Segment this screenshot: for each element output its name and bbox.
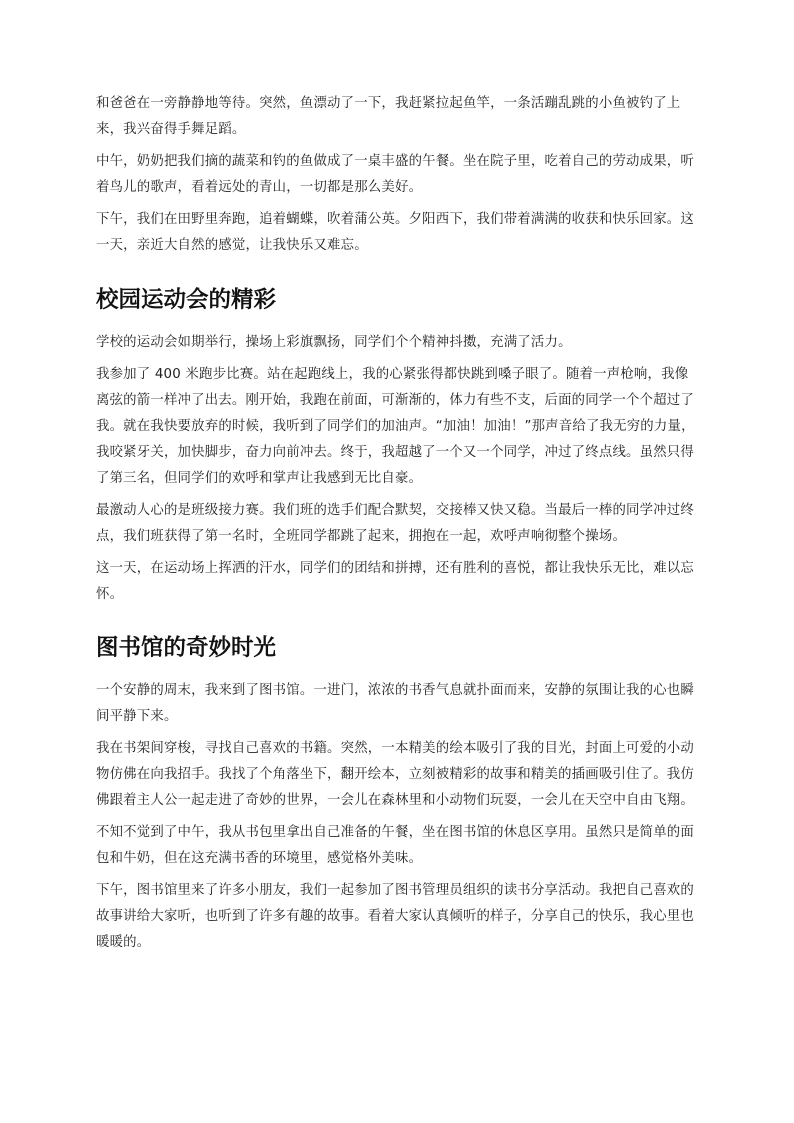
document-page	[96, 91, 700, 962]
paragraph: 和爸爸在一旁静静地等待。突然，鱼漂动了一下，我赶紧拉起鱼竿，一条活蹦乱跳的小鱼被钓了上来，我兴奋得手舞足蹈。	[96, 96, 681, 137]
paragraph: 我参加了 400 米跑步比赛。站在起跑线上，我的心紧张得都快跳到嗓子眼了。随着一声枪响，我像离弦的箭一样冲了出去。刚开始，我跑在前面，可渐渐的，体力有些不支，后面的同学一个个超过了我。就在我快要放弃的时候，我听到了同学们的加油声。“加油！加油！”那声音给了我无穷的力量，我咬紧牙关，加快脚步，奋力向前冲去。终于，我超越了一个又一个同学，冲过了终点线。虽然只得了第三名，但同学们的欢呼和掌声让我感到无比自豪。	[96, 367, 695, 486]
paragraph: 最激动人心的是班级接力赛。我们班的选手们配合默契，交接棒又快又稳。当最后一棒的同学冲过终点，我们班获得了第一名时，全班同学都跳了起来，拥抱在一起，欢呼声响彻整个操场。	[96, 503, 694, 544]
paragraph: 下午，我们在田野里奔跑，追着蝴蝶，吹着蒲公英。夕阳西下，我们带着满满的收获和快乐回家。这一天，亲近大自然的感觉，让我快乐又难忘。	[96, 212, 694, 253]
paragraph: 学校的运动会如期举行，操场上彩旗飘扬，同学们个个精神抖擞，充满了活力。	[96, 335, 572, 350]
section-heading-sports-day: 校园运动会的精彩	[96, 287, 277, 313]
section-library	[96, 632, 700, 956]
paragraph: 一个安静的周末，我来到了图书馆。一进门，浓浓的书香气息就扑面而来，安静的氛围让我的心也瞬间平静下来。	[96, 683, 694, 724]
paragraph: 这一天，在运动场上挥洒的汗水，同学们的团结和拼搏，还有胜利的喜悦，都让我快乐无比，难以忘怀。	[96, 561, 694, 602]
paragraph: 下午，图书馆里来了许多小朋友，我们一起参加了图书管理员组织的读书分享活动。我把自己喜欢的故事讲给大家听，也听到了许多有趣的故事。看着大家认真倾听的样子，分享自己的快乐，我心里也暖暖的。	[96, 883, 694, 950]
section-countryside-continued	[96, 91, 700, 259]
paragraph: 中午，奶奶把我们摘的蔬菜和钓的鱼做成了一桌丰盛的午餐。坐在院子里，吃着自己的劳动成果，听着鸟儿的歌声，看着远处的青山，一切都是那么美好。	[96, 154, 694, 195]
section-heading-library: 图书馆的奇妙时光	[96, 635, 277, 661]
section-sports-day	[96, 284, 700, 608]
paragraph: 不知不觉到了中午，我从书包里拿出自己准备的午餐，坐在图书馆的休息区享用。虽然只是简单的面包和牛奶，但在这充满书香的环境里，感觉格外美味。	[96, 825, 694, 866]
paragraph: 我在书架间穿梭，寻找自己喜欢的书籍。突然，一本精美的绘本吸引了我的目光，封面上可爱的小动物仿佛在向我招手。我找了个角落坐下，翻开绘本，立刻被精彩的故事和精美的插画吸引住了。我仿佛跟着主人公一起走进了奇妙的世界，一会儿在森林里和小动物们玩耍，一会儿在天空中自由飞翔。	[96, 741, 694, 808]
